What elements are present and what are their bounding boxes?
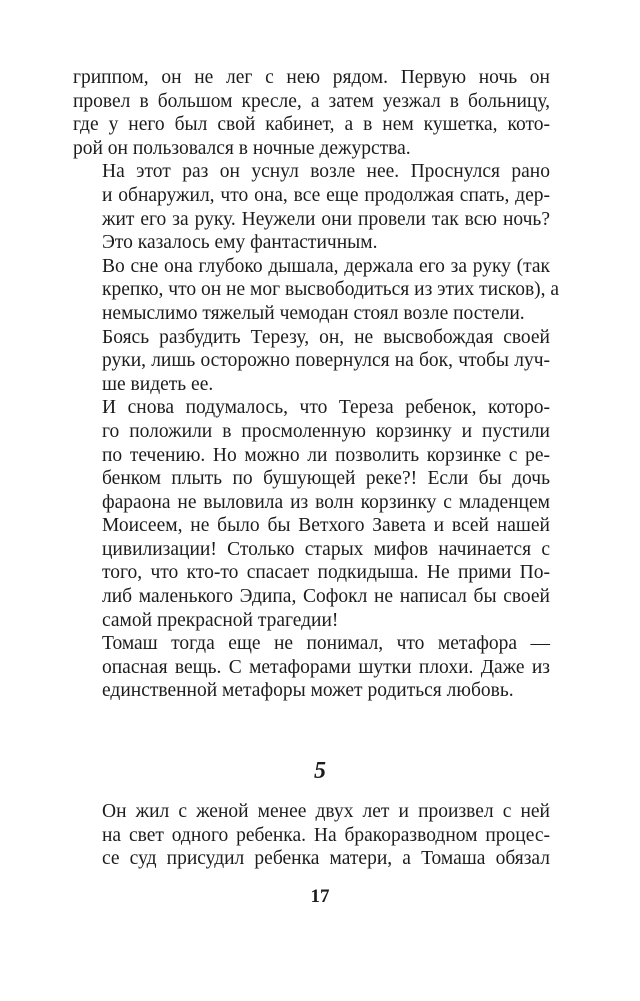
text-line: единственной метафоры может родиться любовь.: [102, 680, 514, 702]
text-line: крепко, что он не мог высвободиться из этих тисков), а: [102, 279, 560, 301]
text-line: немыслимо тяжелый чемодан стоял возле постели.: [102, 302, 525, 324]
paragraph-continued: [73, 66, 550, 160]
paragraph-6: [73, 632, 550, 703]
paragraph-3: [73, 255, 560, 326]
text-line: провел в большом кресле, а затем уезжал в больницу,: [73, 90, 550, 112]
text-line: На этот раз он уснул возле нее. Проснулся рано: [102, 161, 550, 183]
page-number: 17: [310, 886, 330, 907]
text-line: Томаш тогда еще не понимал, что метафора —: [102, 633, 550, 655]
text-line: Это казалось ему фантастичным.: [102, 232, 378, 254]
text-line: опасная вещь. С метафорами шутки плохи. Даже из: [102, 656, 550, 678]
text-line: И снова подумалось, что Тереза ребенок, которо-: [102, 397, 550, 419]
text-line: бенком плыть по бушующей реке?! Если бы дочь: [102, 468, 550, 490]
text-line: Во сне она глубоко дышала, держала его за руку (так: [102, 255, 550, 277]
text-line: гриппом, он не лег с нею рядом. Первую ночь он: [73, 67, 550, 88]
text-line: цивилизации! Столько старых мифов начинается с: [102, 538, 550, 560]
chapter-body: [73, 800, 550, 871]
text-line: го положили в просмоленную корзинку и пустили: [102, 420, 550, 442]
text-line: жит его за руку. Неужели они провели так всю ночь?: [102, 208, 550, 230]
book-page-body: [73, 66, 560, 703]
chapter-number: 5: [314, 758, 326, 784]
paragraph-4: [73, 326, 550, 397]
chapter-paragraph: [73, 800, 550, 871]
text-line: самой прекрасной трагедии!: [102, 609, 339, 631]
text-line: се суд присудил ребенка матери, а Томаша обязал: [102, 848, 550, 870]
text-line: ше видеть ее.: [102, 373, 214, 395]
paragraph-5: [73, 396, 550, 632]
text-line: либ маленького Эдипа, Софокл не написал бы своей: [102, 586, 550, 608]
text-line: Боясь разбудить Терезу, он, не высвобождая своей: [102, 326, 550, 348]
paragraph-2: [73, 160, 550, 254]
text-line: рой он пользовался в ночные дежурства.: [73, 137, 411, 159]
text-line: где у него был свой кабинет, а в нем кушетка, кото-: [73, 114, 550, 136]
text-line: фараона не выловила из волн корзинку с младенцем: [102, 491, 550, 513]
text-line: Моисеем, не было бы Ветхого Завета и всей нашей: [102, 515, 550, 537]
text-line: Он жил с женой менее двух лет и произвел с ней: [102, 801, 550, 822]
text-line: и обнаружил, что она, все еще продолжая спать, дер-: [102, 184, 550, 206]
text-line: того, что кто-то спасает подкидыша. Не прими По-: [102, 562, 550, 584]
text-line: на свет одного ребенка. На бракоразводном процес-: [102, 824, 550, 846]
text-line: руки, лишь осторожно повернулся на бок, чтобы луч-: [102, 350, 550, 372]
text-line: по течению. Но можно ли позволить корзинке с ре-: [102, 444, 550, 466]
